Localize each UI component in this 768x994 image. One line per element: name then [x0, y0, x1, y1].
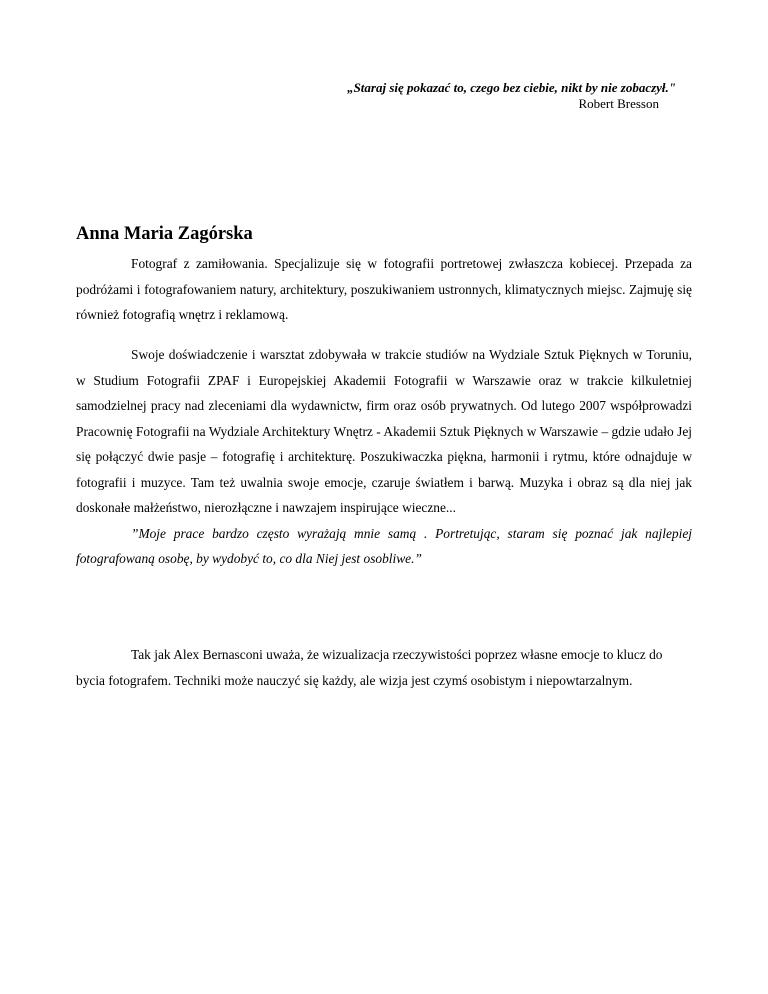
- closing-section: [76, 642, 680, 693]
- experience-paragraph: Swoje doświadczenie i warsztat zdobywała w trakcie studiów na Wydziale Sztuk Pięknych w Toruniu, w Studium Fotografii ZPAF i Europejskiej Akademii Fotografii w Warszawie oraz w trakcie kilkuletniej samodzielnej pracy nad zleceniami dla wydawnictw, firm oraz osób prywatnych. Od lutego 2007 współprowadzi Pracownię Fotografii na Wydziale Architektury Wnętrz - Akademii Sztuk Pięknych w Warszawie – gdzie udało Jej się połączyć dwie pasje – fotografię i architekturę. Poszukiwaczka piękna, harmonii i rytmu, które odnajduje w fotografii i muzyce. Tam też uwalnia swoje emocje, czaruje światłem i barwą. Muzyka i obraz są dla niej jak doskonałe małżeństwo, nierozłączne i nawzajem inspirujące wieczne...: [76, 347, 692, 515]
- quote-paragraph: ”Moje prace bardzo często wyrażają mnie samą . Portretując, staram się poznać jak najlepiej fotografowaną osobę, by wydobyć to, co dla Niej jest osobliwe.”: [76, 525, 692, 566]
- closing-paragraph: Tak jak Alex Bernasconi uważa, że wizualizacja rzeczywistości poprzez własne emocje to klucz do bycia fotografem. Techniki może nauczyć się każdy, ale wizja jest czymś osobistym i niepowtarzalnym.: [76, 647, 663, 688]
- page-title: Anna Maria Zagórska: [76, 224, 253, 244]
- intro-paragraph: Fotograf z zamiłowania. Specjalizuje się w fotografii portretowej zwłaszcza kobiecej. Przepada za podróżami i fotografowaniem natury, architektury, poszukiwaniem ustronnych, klimatycznych miejsc. Zajmuję się również fotografią wnętrz i reklamową.: [76, 256, 692, 322]
- epigraph-author: Robert Bresson: [578, 96, 659, 111]
- epigraph: [240, 80, 676, 112]
- experience-section: [76, 342, 692, 572]
- epigraph-quote: „Staraj się pokazać to, czego bez ciebie, nikt by nie zobaczył.": [347, 80, 676, 95]
- intro-section: [76, 251, 692, 328]
